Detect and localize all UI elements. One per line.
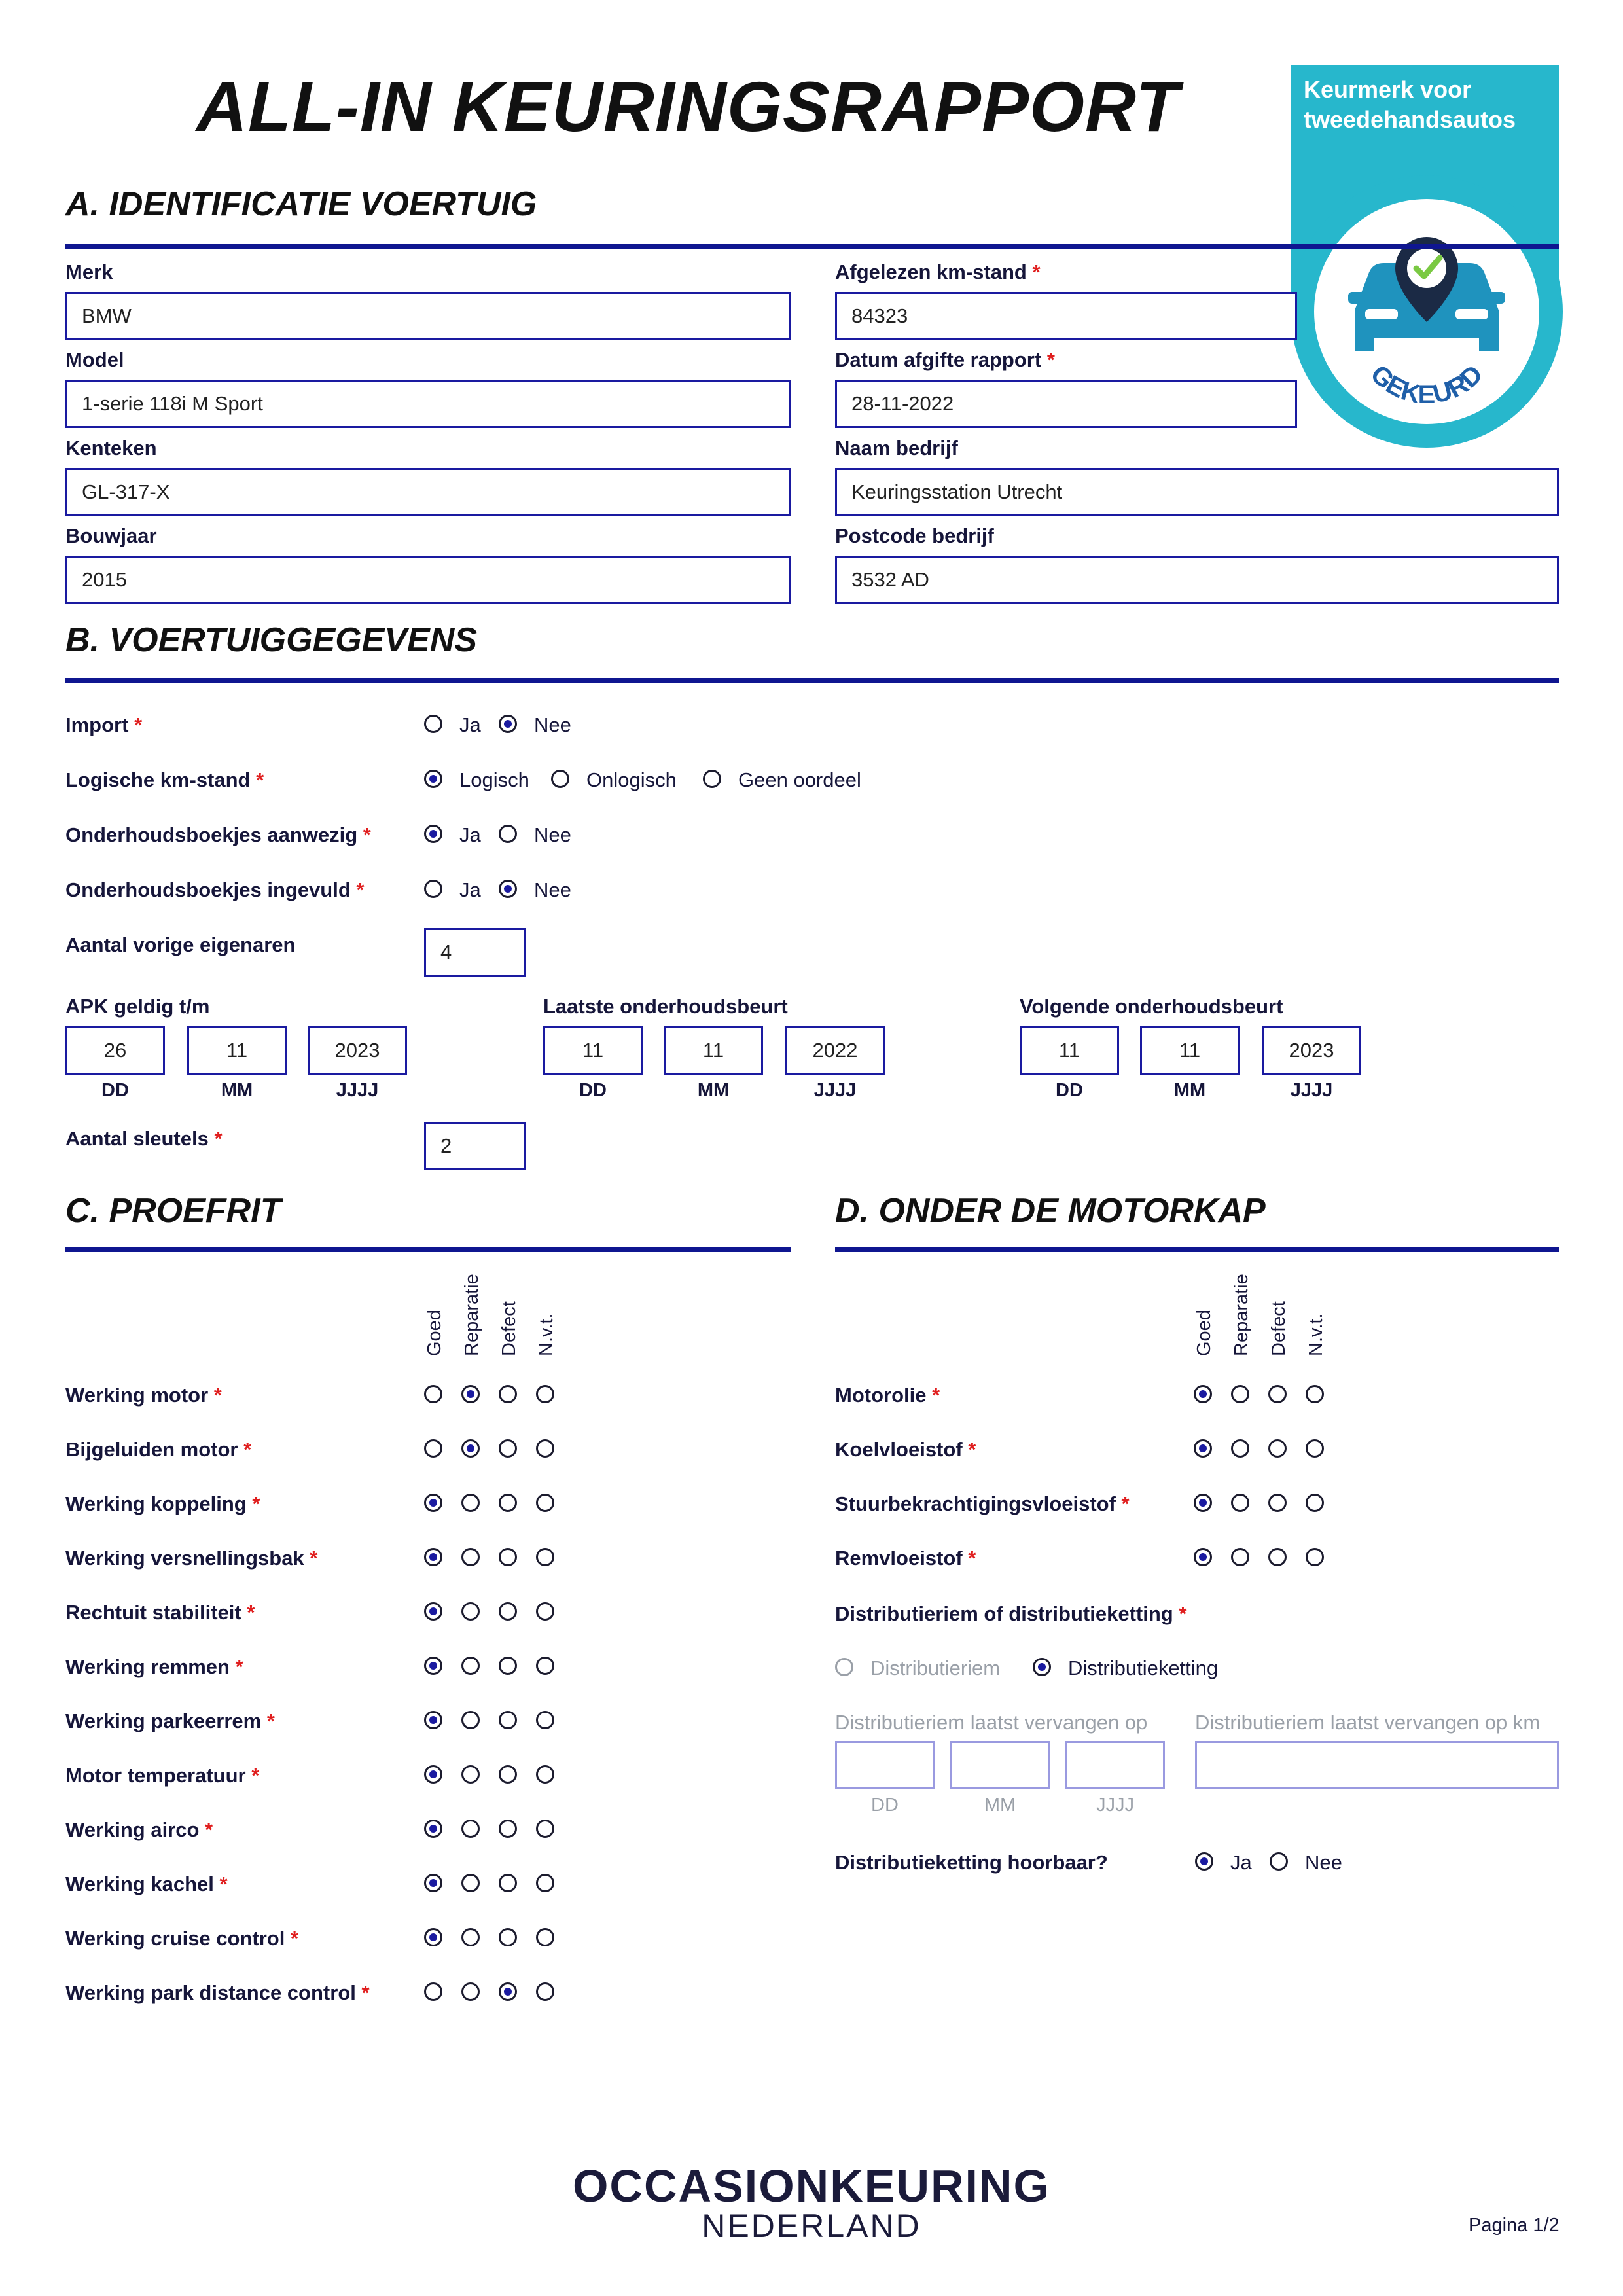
proefrit-rating-radio[interactable] [461, 1602, 480, 1621]
boekjes-aanwezig-ja-radio[interactable] [424, 825, 442, 843]
proefrit-rating-radio[interactable] [424, 1657, 442, 1675]
proefrit-rating-radio[interactable] [536, 1657, 554, 1675]
motorkap-rating-radio[interactable] [1231, 1385, 1249, 1403]
apk-jjjj-field[interactable]: 2023 [308, 1026, 407, 1075]
car-check-icon [1314, 199, 1539, 424]
km-onlogisch-option: Onlogisch [586, 768, 677, 791]
boekjes-ingevuld-label: Onderhoudsboekjes ingevuld * [65, 878, 365, 901]
required-marker: * [304, 1547, 318, 1570]
postcode-label: Postcode bedrijf [835, 524, 994, 547]
boekjes-ingevuld-nee-radio[interactable] [499, 880, 517, 898]
proefrit-rating-radio[interactable] [536, 1494, 554, 1512]
required-marker: * [962, 1438, 976, 1461]
motorkap-row-label [835, 1492, 1130, 1516]
km-geen-oordeel-option: Geen oordeel [738, 768, 861, 791]
proefrit-row-label [65, 1384, 222, 1407]
motorkap-rating-radio[interactable] [1268, 1385, 1287, 1403]
kenteken-label: Kenteken [65, 437, 157, 459]
sleutels-field[interactable]: 2 [424, 1122, 526, 1170]
volgende-mm-field[interactable]: 11 [1140, 1026, 1240, 1075]
motorkap-rating-radio[interactable] [1306, 1385, 1324, 1403]
proefrit-row-label [65, 1818, 213, 1842]
volgende-label: Volgende onderhoudsbeurt [1020, 995, 1283, 1018]
proefrit-column-header: Reparatie [461, 1274, 482, 1356]
proefrit-rating-radio[interactable] [536, 1982, 554, 2001]
proefrit-row-label-text: Werking parkeerrem [65, 1710, 262, 1732]
proefrit-rating-radio[interactable] [461, 1874, 480, 1892]
proefrit-rating-radio[interactable] [499, 1548, 517, 1566]
apk-dd-field[interactable]: 26 [65, 1026, 165, 1075]
laatste-jjjj-field[interactable]: 2022 [785, 1026, 885, 1075]
hoorbaar-ja-label: Ja [1230, 1851, 1252, 1874]
hoorbaar-nee-label: Nee [1305, 1851, 1342, 1874]
motorkap-rating-radio[interactable] [1306, 1494, 1324, 1512]
proefrit-rating-radio[interactable] [536, 1439, 554, 1458]
motorkap-rating-radio[interactable] [1194, 1494, 1212, 1512]
datum-afgifte-field[interactable]: 28-11-2022 [835, 380, 1297, 428]
proefrit-rating-radio[interactable] [499, 1982, 517, 2001]
km-stand-label: Afgelezen km-stand * [835, 260, 1041, 283]
motorkap-rating-radio[interactable] [1231, 1439, 1249, 1458]
svg-text:GEKEURD [1365, 359, 1488, 409]
riem-mm-field[interactable] [950, 1741, 1050, 1789]
km-geen-oordeel-radio[interactable] [703, 770, 721, 788]
proefrit-row-label [65, 1927, 298, 1950]
motorkap-rating-radio[interactable] [1194, 1548, 1212, 1566]
motorkap-row-label-text: Motorolie [835, 1384, 927, 1407]
required-marker: * [1115, 1492, 1130, 1515]
proefrit-row-label [65, 1601, 255, 1624]
volgende-dd-unit: DD [1056, 1080, 1083, 1101]
proefrit-rating-radio[interactable] [461, 1439, 480, 1458]
motorkap-row-label [835, 1547, 976, 1570]
import-nee-label: Nee [534, 713, 571, 736]
laatste-jjjj-unit: JJJJ [813, 1080, 857, 1101]
proefrit-rating-radio[interactable] [461, 1657, 480, 1675]
laatste-mm-unit: MM [697, 1080, 730, 1101]
proefrit-rating-radio[interactable] [536, 1385, 554, 1403]
motorkap-rating-radio[interactable] [1268, 1439, 1287, 1458]
proefrit-rating-radio[interactable] [424, 1439, 442, 1458]
riem-dd-field[interactable] [835, 1741, 935, 1789]
proefrit-rating-radio[interactable] [424, 1494, 442, 1512]
model-label: Model [65, 348, 124, 371]
riem-date-label: Distributieriem laatst vervangen op [835, 1711, 1148, 1734]
laatste-mm-field[interactable]: 11 [664, 1026, 763, 1075]
proefrit-rating-radio[interactable] [499, 1602, 517, 1621]
riem-km-label: Distributieriem laatst vervangen op km [1195, 1711, 1541, 1734]
laatste-dd-unit: DD [579, 1080, 607, 1101]
merk-label: Merk [65, 260, 113, 283]
motorkap-rating-radio[interactable] [1194, 1439, 1212, 1458]
distributieketting-radio[interactable] [1033, 1658, 1051, 1676]
riem-mm-unit: MM [984, 1795, 1016, 1816]
motorkap-rating-radio[interactable] [1231, 1548, 1249, 1566]
eigenaren-field[interactable]: 4 [424, 928, 526, 977]
km-logisch-radio[interactable] [424, 770, 442, 788]
motorkap-row-label-text: Remvloeistof [835, 1547, 963, 1570]
proefrit-rating-radio[interactable] [424, 1385, 442, 1403]
proefrit-rating-radio[interactable] [536, 1874, 554, 1892]
section-a-heading: A. IDENTIFICATIE VOERTUIG [65, 185, 537, 223]
proefrit-rating-radio[interactable] [461, 1820, 480, 1838]
proefrit-rating-radio[interactable] [461, 1928, 480, 1946]
proefrit-rating-radio[interactable] [536, 1602, 554, 1621]
boekjes-aanwezig-nee-radio[interactable] [499, 825, 517, 843]
boekjes-ingevuld-ja-radio[interactable] [424, 880, 442, 898]
proefrit-rating-radio[interactable] [461, 1494, 480, 1512]
proefrit-rating-radio[interactable] [499, 1711, 517, 1729]
required-marker: * [962, 1547, 976, 1570]
badge-line2: tweedehandsautos [1304, 106, 1516, 133]
import-ja-label: Ja [459, 713, 481, 736]
proefrit-row-label [65, 1492, 260, 1516]
motorkap-column-header: Reparatie [1231, 1274, 1252, 1356]
required-marker: * [285, 1927, 299, 1950]
required-marker: * [241, 1601, 255, 1624]
required-marker: * [213, 1873, 228, 1895]
volgende-jjjj-unit: JJJJ [1290, 1080, 1333, 1101]
proefrit-row-label [65, 1710, 275, 1733]
boekjes-ingevuld-ja-label: Ja [459, 878, 481, 901]
hoorbaar-nee-radio[interactable] [1270, 1852, 1288, 1871]
required-marker: * [199, 1818, 213, 1841]
proefrit-rating-radio[interactable] [499, 1494, 517, 1512]
hoorbaar-ja-radio[interactable] [1195, 1852, 1213, 1871]
badge-line1: Keurmerk voor [1304, 76, 1472, 103]
footer-brand-logo: OCCASIONKEURING [572, 2161, 1051, 2212]
badge-text [1304, 75, 1516, 135]
required-marker: * [926, 1384, 940, 1407]
proefrit-rating-radio[interactable] [424, 1602, 442, 1621]
proefrit-row-label [65, 1547, 317, 1570]
section-b-heading: B. VOERTUIGGEGEVENS [65, 621, 477, 659]
proefrit-column-header: Defect [499, 1301, 520, 1356]
naam-bedrijf-label: Naam bedrijf [835, 437, 958, 459]
proefrit-rating-radio[interactable] [499, 1928, 517, 1946]
proefrit-rating-radio[interactable] [424, 1928, 442, 1946]
proefrit-rating-radio[interactable] [499, 1874, 517, 1892]
motorkap-rating-radio[interactable] [1194, 1385, 1212, 1403]
proefrit-rating-radio[interactable] [499, 1820, 517, 1838]
proefrit-row-label-text: Werking park distance control [65, 1981, 356, 2004]
proefrit-rating-radio[interactable] [424, 1711, 442, 1729]
proefrit-rating-radio[interactable] [461, 1982, 480, 2001]
import-nee-radio[interactable] [499, 715, 517, 733]
distributieriem-option: Distributieriem [870, 1657, 1001, 1679]
laatste-label: Laatste onderhoudsbeurt [543, 995, 788, 1018]
eigenaren-label: Aantal vorige eigenaren [65, 933, 296, 956]
proefrit-row-label-text: Bijgeluiden motor [65, 1438, 238, 1461]
proefrit-rating-radio[interactable] [424, 1982, 442, 2001]
section-c-heading: C. PROEFRIT [65, 1192, 281, 1230]
apk-label: APK geldig t/m [65, 995, 210, 1018]
section-d-rule [835, 1247, 1559, 1252]
proefrit-row-label-text: Werking cruise control [65, 1927, 285, 1950]
volgende-dd-field[interactable]: 11 [1020, 1026, 1119, 1075]
distributie-label: Distributieriem of distributieketting * [835, 1602, 1187, 1625]
distributieriem-radio[interactable] [835, 1658, 853, 1676]
proefrit-rating-radio[interactable] [424, 1765, 442, 1784]
proefrit-row-label [65, 1873, 228, 1896]
proefrit-row-label-text: Werking kachel [65, 1873, 214, 1895]
proefrit-rating-radio[interactable] [424, 1548, 442, 1566]
required-marker: * [245, 1764, 260, 1787]
proefrit-rating-radio[interactable] [461, 1765, 480, 1784]
section-a-rule [65, 244, 1559, 249]
proefrit-rating-radio[interactable] [536, 1765, 554, 1784]
proefrit-row-label-text: Werking remmen [65, 1655, 230, 1678]
required-marker: * [208, 1384, 222, 1407]
km-logisch-option: Logisch [459, 768, 529, 791]
proefrit-rating-radio[interactable] [536, 1820, 554, 1838]
km-stand-field[interactable]: 84323 [835, 292, 1297, 340]
proefrit-rating-radio[interactable] [461, 1711, 480, 1729]
proefrit-row-label-text: Rechtuit stabiliteit [65, 1601, 241, 1624]
apk-jjjj-unit: JJJJ [336, 1080, 379, 1101]
riem-dd-unit: DD [871, 1795, 899, 1816]
report-title: ALL-IN KEURINGSRAPPORT [196, 67, 1180, 146]
motorkap-row-label [835, 1438, 976, 1462]
bouwjaar-label: Bouwjaar [65, 524, 157, 547]
section-d-heading: D. ONDER DE MOTORKAP [835, 1192, 1266, 1230]
import-label: Import * [65, 713, 143, 736]
motorkap-row-label-text: Stuurbekrachtigingsvloeistof [835, 1492, 1116, 1515]
required-marker: * [229, 1655, 243, 1678]
proefrit-rating-radio[interactable] [499, 1765, 517, 1784]
riem-km-field[interactable] [1195, 1741, 1559, 1789]
proefrit-row-label-text: Werking koppeling [65, 1492, 247, 1515]
proefrit-rating-radio[interactable] [424, 1820, 442, 1838]
proefrit-row-label-text: Werking versnellingsbak [65, 1547, 304, 1570]
footer-brand-sub: NEDERLAND [702, 2208, 921, 2244]
section-b-rule [65, 678, 1559, 683]
boekjes-aanwezig-ja-label: Ja [459, 823, 481, 846]
km-onlogisch-radio[interactable] [551, 770, 569, 788]
proefrit-row-label-text: Motor temperatuur [65, 1764, 246, 1787]
motorkap-rating-radio[interactable] [1306, 1548, 1324, 1566]
apk-dd-unit: DD [101, 1080, 129, 1101]
required-marker: * [261, 1710, 275, 1732]
model-field[interactable]: 1-serie 118i M Sport [65, 380, 791, 428]
proefrit-rating-radio[interactable] [536, 1928, 554, 1946]
hoorbaar-label: Distributieketting hoorbaar? [835, 1851, 1108, 1874]
kenteken-field[interactable]: GL-317-X [65, 468, 791, 516]
laatste-dd-field[interactable]: 11 [543, 1026, 643, 1075]
proefrit-row-label [65, 1438, 251, 1462]
proefrit-row-label-text: Werking motor [65, 1384, 209, 1407]
apk-mm-field[interactable]: 11 [187, 1026, 287, 1075]
proefrit-column-header: N.v.t. [536, 1313, 557, 1356]
proefrit-rating-radio[interactable] [461, 1548, 480, 1566]
motorkap-column-header: Goed [1194, 1310, 1215, 1356]
proefrit-rating-radio[interactable] [499, 1657, 517, 1675]
motorkap-rating-radio[interactable] [1268, 1494, 1287, 1512]
volgende-mm-unit: MM [1173, 1080, 1206, 1101]
proefrit-rating-radio[interactable] [536, 1711, 554, 1729]
apk-mm-unit: MM [221, 1080, 253, 1101]
required-marker: * [246, 1492, 260, 1515]
datum-afgifte-label: Datum afgifte rapport * [835, 348, 1055, 371]
required-marker: * [238, 1438, 252, 1461]
motorkap-column-header: N.v.t. [1306, 1313, 1327, 1356]
motorkap-column-header: Defect [1268, 1301, 1289, 1356]
postcode-field[interactable]: 3532 AD [835, 556, 1559, 604]
proefrit-column-header: Goed [424, 1310, 445, 1356]
section-c-rule [65, 1247, 791, 1252]
import-ja-radio[interactable] [424, 715, 442, 733]
proefrit-row-label [65, 1981, 370, 2005]
motorkap-row-label [835, 1384, 940, 1407]
naam-bedrijf-field[interactable]: Keuringsstation Utrecht [835, 468, 1559, 516]
distributieketting-option: Distributieketting [1068, 1657, 1219, 1679]
proefrit-row-label-text: Werking airco [65, 1818, 200, 1841]
proefrit-rating-radio[interactable] [536, 1548, 554, 1566]
bouwjaar-field[interactable]: 2015 [65, 556, 791, 604]
proefrit-row-label [65, 1764, 259, 1787]
proefrit-row-label [65, 1655, 243, 1679]
proefrit-rating-radio[interactable] [499, 1385, 517, 1403]
motorkap-row-label-text: Koelvloeistof [835, 1438, 963, 1461]
proefrit-rating-radio[interactable] [499, 1439, 517, 1458]
sleutels-label: Aantal sleutels * [65, 1127, 223, 1150]
merk-field[interactable]: BMW [65, 292, 791, 340]
boekjes-aanwezig-label: Onderhoudsboekjes aanwezig * [65, 823, 371, 846]
boekjes-ingevuld-nee-label: Nee [534, 878, 571, 901]
riem-jjjj-field[interactable] [1065, 1741, 1165, 1789]
volgende-jjjj-field[interactable]: 2023 [1262, 1026, 1361, 1075]
motorkap-rating-radio[interactable] [1306, 1439, 1324, 1458]
badge-seal-text: GEKEURD [1364, 359, 1489, 410]
required-marker: * [355, 1981, 370, 2004]
motorkap-rating-radio[interactable] [1268, 1548, 1287, 1566]
proefrit-rating-radio[interactable] [461, 1385, 480, 1403]
riem-jjjj-unit: JJJJ [1096, 1795, 1134, 1816]
motorkap-rating-radio[interactable] [1231, 1494, 1249, 1512]
proefrit-rating-radio[interactable] [424, 1874, 442, 1892]
page-number: Pagina 1/2 [1469, 2215, 1560, 2236]
km-logisch-label: Logische km-stand * [65, 768, 264, 791]
boekjes-aanwezig-nee-label: Nee [534, 823, 571, 846]
